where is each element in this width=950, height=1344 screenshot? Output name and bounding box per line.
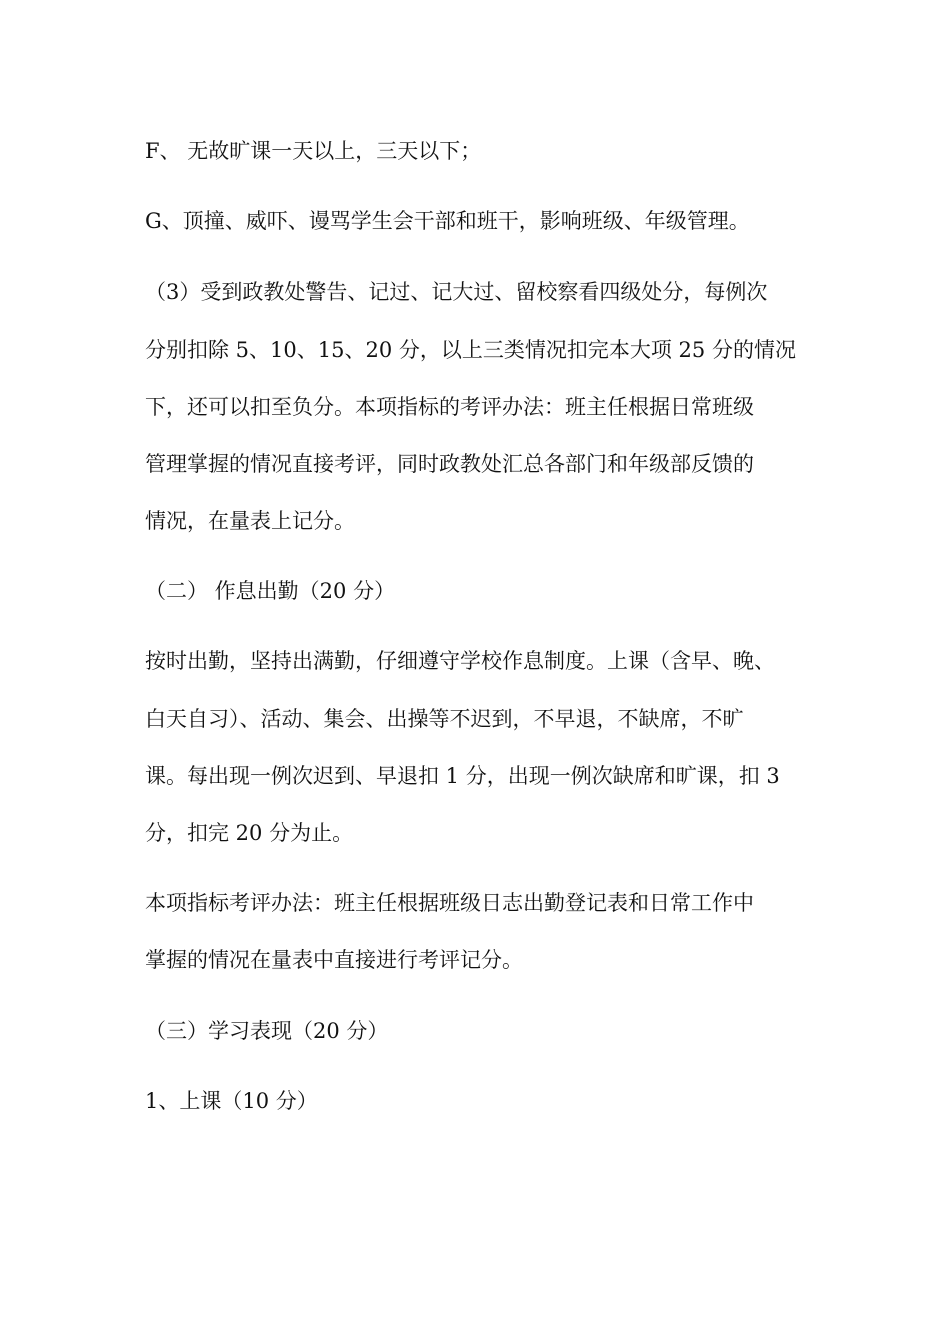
text-line-4: 分别扣除 5、10、15、20 分，以上三类情况扣完本大项 25 分的情况 <box>145 338 796 362</box>
text-line-3: （3）受到政教处警告、记过、记大过、留校察看四级处分，每例次 <box>145 280 768 304</box>
text-line-2: G、顶撞、威吓、谩骂学生会干部和班干，影响班级、年级管理。 <box>145 209 750 233</box>
subsection-heading-class: 1、上课（10 分） <box>145 1089 318 1113</box>
text-line-11: 课。每出现一例次迟到、早退扣 1 分，出现一例次缺席和旷课，扣 3 <box>145 764 780 788</box>
text-line-10: 白天自习）、活动、集会、出操等不迟到，不早退，不缺席，不旷 <box>145 707 744 731</box>
text-line-13: 本项指标考评办法：班主任根据班级日志出勤登记表和日常工作中 <box>145 891 754 915</box>
text-line-1: F、 无故旷课一天以上，三天以下； <box>145 139 482 163</box>
section-heading-study: （三）学习表现（20 分） <box>145 1019 389 1043</box>
text-line-12: 分，扣完 20 分为止。 <box>145 821 354 845</box>
text-line-5: 下，还可以扣至负分。本项指标的考评办法：班主任根据日常班级 <box>145 395 754 419</box>
text-line-7: 情况，在量表上记分。 <box>145 509 355 533</box>
section-heading-attendance: （二） 作息出勤（20 分） <box>145 579 396 603</box>
text-line-9: 按时出勤，坚持出满勤，仔细遵守学校作息制度。上课（含早、晚、 <box>145 649 775 673</box>
text-line-6: 管理掌握的情况直接考评，同时政教处汇总各部门和年级部反馈的 <box>145 452 754 476</box>
text-line-14: 掌握的情况在量表中直接进行考评记分。 <box>145 948 523 972</box>
